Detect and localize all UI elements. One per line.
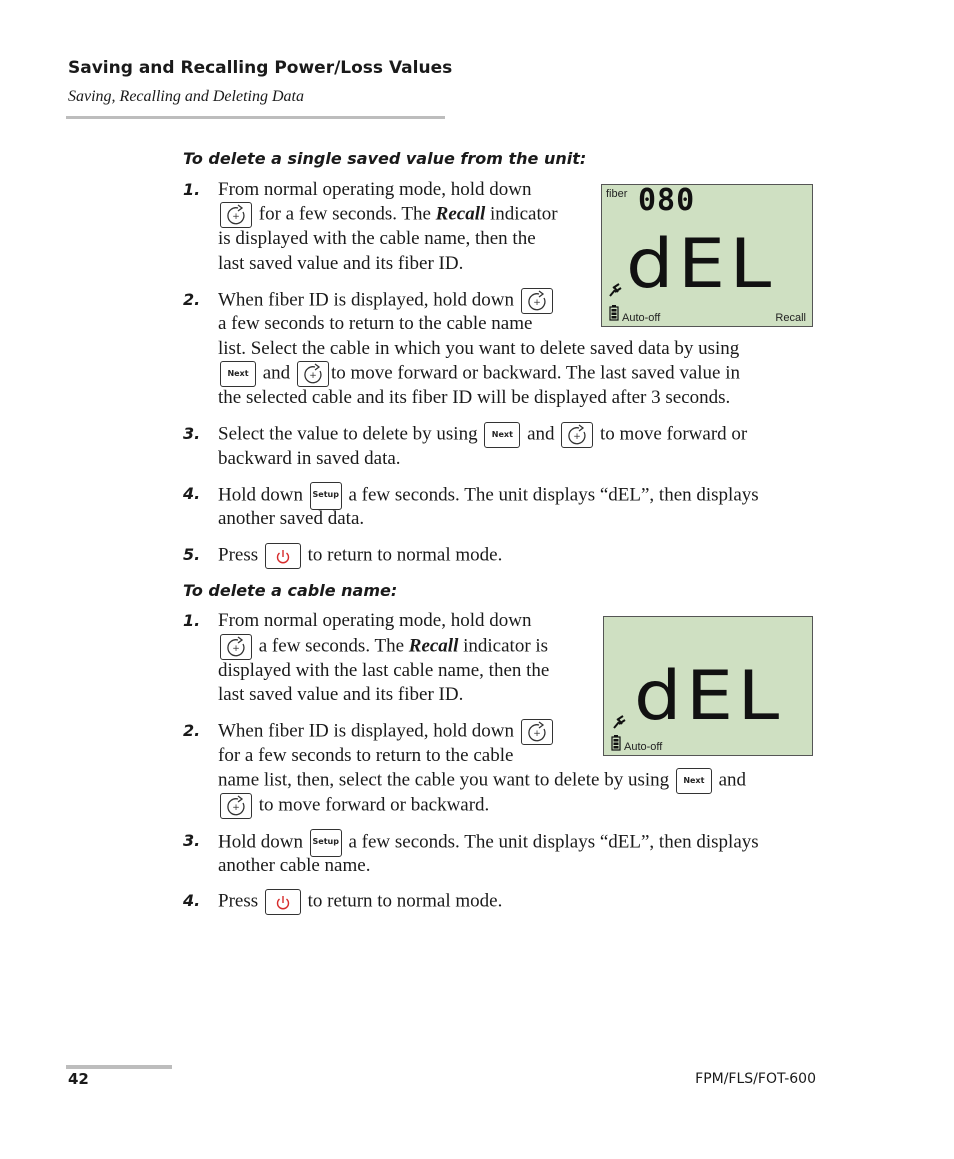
recall-key-icon bbox=[297, 361, 329, 387]
step-text: Press to return to normal mode. bbox=[218, 889, 502, 915]
step-text: is displayed with the cable name, then the bbox=[218, 228, 536, 249]
page-number: 42 bbox=[68, 1070, 89, 1088]
step-number: 4. bbox=[183, 484, 201, 503]
battery-icon bbox=[611, 735, 621, 756]
header-rule bbox=[66, 116, 445, 119]
footer-rule bbox=[66, 1065, 172, 1069]
step-text: From normal operating mode, hold down bbox=[218, 610, 532, 631]
lcd-main-text: dEL bbox=[634, 657, 784, 736]
step-text: Press to return to normal mode. bbox=[218, 543, 502, 569]
step-text: name list, then, select the cable you want to delete by using Next and bbox=[218, 768, 746, 794]
lcd-display-delete-value bbox=[601, 184, 813, 327]
next-key-icon: Next bbox=[676, 768, 712, 794]
step-number: 1. bbox=[183, 611, 201, 630]
plug-icon bbox=[608, 281, 622, 302]
step-text: displayed with the last cable name, then the bbox=[218, 660, 550, 681]
step-number: 1. bbox=[183, 180, 201, 199]
svg-text:+: + bbox=[573, 432, 582, 442]
step-text: From normal operating mode, hold down bbox=[218, 179, 532, 200]
svg-text:+: + bbox=[533, 298, 541, 308]
svg-text:+: + bbox=[232, 644, 240, 654]
lcd-main-text: dEL bbox=[626, 225, 776, 304]
section-heading-delete-cable: To delete a cable name: bbox=[183, 581, 398, 600]
step-text: + to move forward or backward. bbox=[218, 793, 489, 819]
recall-key-icon bbox=[220, 793, 252, 819]
next-key-icon: Next bbox=[220, 361, 256, 387]
recall-key-icon bbox=[521, 719, 553, 745]
lcd-auto-off-label: Auto-off bbox=[624, 741, 663, 753]
step-text: Next and + to move forward or backward. The last saved value in bbox=[218, 361, 740, 387]
svg-text:+: + bbox=[309, 371, 317, 381]
step-number: 5. bbox=[183, 545, 201, 564]
lcd-fiber-label: fiber bbox=[606, 188, 628, 200]
step-number: 4. bbox=[183, 891, 201, 910]
step-number: 3. bbox=[183, 831, 201, 850]
step-text: a few seconds to return to the cable name bbox=[218, 313, 533, 334]
setup-key-icon: Setup bbox=[310, 482, 342, 510]
recall-key-icon bbox=[561, 422, 593, 448]
page-header-subtitle: Saving, Recalling and Deleting Data bbox=[68, 88, 304, 105]
step-text: + for a few seconds. The Recall indicator bbox=[218, 202, 558, 228]
step-number: 3. bbox=[183, 424, 201, 443]
step-text: When fiber ID is displayed, hold down + bbox=[218, 719, 555, 745]
recall-key-icon bbox=[220, 202, 252, 228]
step-text: for a few seconds to return to the cable bbox=[218, 745, 514, 766]
step-text: When fiber ID is displayed, hold down + bbox=[218, 288, 555, 314]
step-text: another cable name. bbox=[218, 855, 371, 876]
section-heading-delete-value: To delete a single saved value from the unit: bbox=[183, 149, 587, 168]
svg-text:+: + bbox=[533, 729, 541, 739]
recall-key-icon bbox=[521, 288, 553, 314]
svg-text:+: + bbox=[232, 803, 240, 813]
step-text: + a few seconds. The Recall indicator is bbox=[218, 634, 548, 660]
step-text: the selected cable and its fiber ID will be displayed after 3 seconds. bbox=[218, 387, 731, 408]
lcd-auto-off-label: Auto-off bbox=[622, 312, 661, 324]
lcd-recall-label: Recall bbox=[775, 312, 806, 324]
step-text: last saved value and its fiber ID. bbox=[218, 253, 464, 274]
lcd-display-delete-cable bbox=[603, 616, 813, 756]
step-text: Hold down Setup a few seconds. The unit displays “dEL”, then displays bbox=[218, 829, 759, 857]
step-text: Select the value to delete by using Next and + to move forward or bbox=[218, 422, 747, 448]
battery-icon bbox=[609, 305, 619, 326]
page-header-title: Saving and Recalling Power/Loss Values bbox=[68, 58, 453, 78]
step-text: backward in saved data. bbox=[218, 448, 401, 469]
next-key-icon: Next bbox=[484, 422, 520, 448]
plug-icon bbox=[612, 713, 626, 734]
product-model: FPM/FLS/FOT-600 bbox=[695, 1071, 816, 1087]
lcd-fiber-number: 080 bbox=[638, 183, 696, 218]
recall-key-icon bbox=[220, 634, 252, 660]
setup-key-icon: Setup bbox=[310, 829, 342, 857]
power-key-icon bbox=[265, 543, 301, 569]
power-key-icon bbox=[265, 889, 301, 915]
step-text: last saved value and its fiber ID. bbox=[218, 684, 464, 705]
step-text: another saved data. bbox=[218, 508, 365, 529]
step-number: 2. bbox=[183, 721, 201, 740]
step-text: list. Select the cable in which you want to delete saved data by using bbox=[218, 338, 740, 359]
step-number: 2. bbox=[183, 290, 201, 309]
svg-text:+: + bbox=[232, 212, 240, 222]
step-text: Hold down Setup a few seconds. The unit displays “dEL”, then displays bbox=[218, 482, 759, 510]
